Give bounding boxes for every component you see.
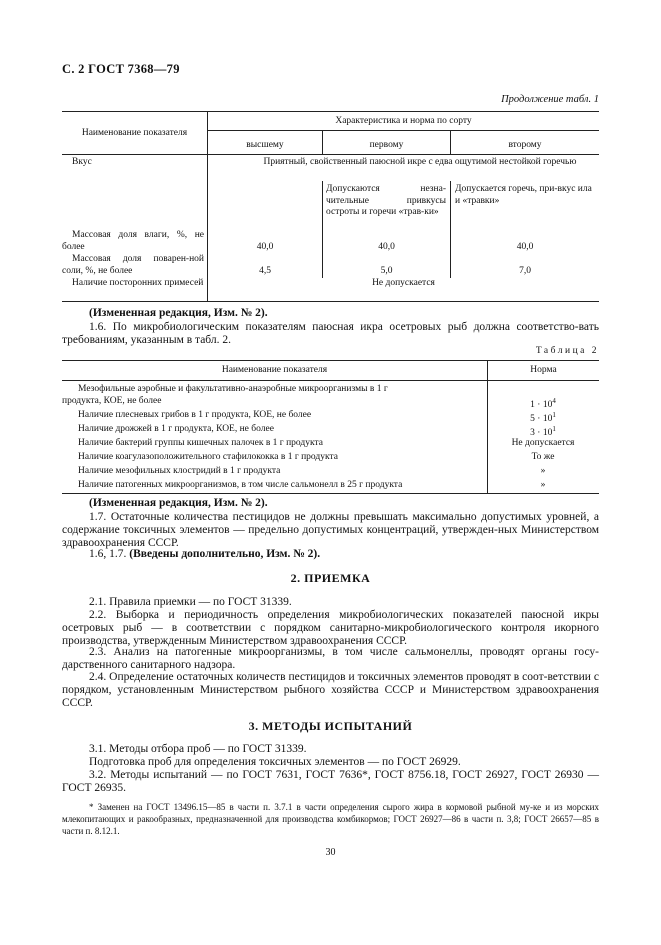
table-1-row-taste-name: Вкус <box>72 157 92 167</box>
table-1-row-salt-v3: 7,0 <box>519 266 531 276</box>
value-exponent: 1 <box>552 425 556 433</box>
value-base: 5 · 10 <box>530 414 553 425</box>
table-2-header-rule <box>62 380 599 381</box>
table-1-top-rule <box>62 111 599 112</box>
table-2-row-name: Наличие плесневых грибов в 1 г продукта, КОЕ, не более <box>78 410 312 420</box>
amendment-prefix: 1.6, 1.7. <box>89 548 130 560</box>
table-1-row-moisture-name: Массовая доля влаги, %, не более <box>62 230 204 252</box>
page-header: С. 2 ГОСТ 7368—79 <box>62 62 180 76</box>
table-1-header-rule <box>62 154 599 155</box>
table-2-row-name: Наличие коагулазоположительного стафилококка в 1 г продукта <box>78 452 338 462</box>
paragraph-2-1: 2.1. Правила приемки — по ГОСТ 31339. <box>89 596 292 608</box>
paragraph-3-2: 3.2. Методы испытаний — по ГОСТ 7631, ГОСТ 7636*, ГОСТ 8756.18, ГОСТ 26927, ГОСТ 26930 — ГОСТ 26935. <box>62 769 599 794</box>
table-2-row-value: » <box>540 466 546 476</box>
paragraph-2-4: 2.4. Определение остаточных количеств пестицидов и токсичных элементов проводят в соот-ветствии с порядком, установленным Министерством рыбного хозяйства СССР и Министерством здравоохранения СССР. <box>62 671 599 709</box>
table-row <box>62 478 599 492</box>
table-1-grade-first: первому <box>369 140 404 150</box>
amendment-note-1: (Измененная редакция, Изм. № 2). <box>89 307 268 319</box>
table-1-row-moisture-v1: 40,0 <box>256 242 274 252</box>
value-base: 3 · 10 <box>530 428 553 439</box>
table-1-row-salt-v1: 4,5 <box>259 266 271 276</box>
table-2-col-norm: Норма <box>530 365 557 375</box>
table-1-col-name: Наименование показателя <box>81 128 188 138</box>
table-2-row-value: То же <box>531 452 555 462</box>
table-1-grade-premium: высшему <box>246 140 284 150</box>
paragraph-1-7: 1.7. Остаточные количества пестицидов не должны превышать максимально допустимых уровней, а содержание токсичных элементов — предельно допустимых концентраций, утвержден-ных Министерством здравоохранения СССР. <box>62 511 599 549</box>
table-row <box>62 464 599 478</box>
table-2-row-name: Мезофильные аэробные и факультативно-анаэробные микроорганизмы в 1 г <box>78 384 388 394</box>
table-2-row-name: Наличие бактерий группы кишечных палочек в 1 г продукта <box>78 438 323 448</box>
table-2-row-value: Не допускается <box>511 438 575 448</box>
table-1-group-rule <box>207 130 599 131</box>
table-1-row-moisture-v3: 40,0 <box>516 242 534 252</box>
table-2-caption: Таблица 2 <box>535 346 599 356</box>
table-1-vline-2-body <box>322 181 323 278</box>
table-row <box>62 436 599 450</box>
paragraph-1-6: 1.6. По микробиологическим показателям паюсная икра осетровых рыб должна соответство-вать требованиям, указанным в табл. 2. <box>62 321 599 346</box>
table-2-col-name: Наименование показателя <box>221 365 328 375</box>
amendment-note-2: (Измененная редакция, Изм. № 2). <box>89 497 268 509</box>
value-exponent: 4 <box>552 397 556 405</box>
paragraph-2-3: 2.3. Анализ на патогенные микроорганизмы, в том числе сальмонеллы, проводят органы госу-дарственного санитарного надзора. <box>62 646 599 671</box>
paragraph-3-1: 3.1. Методы отбора проб — по ГОСТ 31339. <box>89 743 307 755</box>
table-1-row-impurities-merged: Не допускается <box>372 278 435 288</box>
table-continuation-note: Продолжение табл. 1 <box>501 94 599 105</box>
paragraph-1-6-1-7 <box>89 548 599 561</box>
table-row <box>62 422 599 439</box>
table-1-vline-3-body <box>450 181 451 278</box>
value-exponent: 1 <box>552 411 556 419</box>
footnote: * Заменен на ГОСТ 13496.15—85 в части п. 3.7.1 в части определения сырого жира в кормовой рыбной му-ке и из морских млекопитающих и ракообразных, предназначенной для производства комбикормов; ГОСТ 26927—86 в части п. 3,8; ГОСТ 26657—85 в части п. 8.12.1. <box>62 802 599 836</box>
section-2-heading: 2. ПРИЕМКА <box>290 571 371 585</box>
table-1-col-group: Характеристика и норма по сорту <box>335 116 472 126</box>
table-1-row-salt-name: Массовая доля поварен-ной соли, %, не более <box>62 254 204 276</box>
section-3-heading: 3. МЕТОДЫ ИСПЫТАНИЙ <box>248 719 413 733</box>
page-number: 30 <box>325 847 336 858</box>
table-2-bottom-rule <box>62 493 599 494</box>
table-1-row-salt-v2: 5,0 <box>380 266 393 276</box>
table-1-row-taste-merged: Приятный, свойственный паюсной икре с едва ощутимой нестойкой горечью <box>263 157 577 167</box>
table-1-row-taste-second: Допускается горечь, при-вкус ила и «травки» <box>455 184 592 206</box>
table-2-row-name: Наличие дрожжей в 1 г продукта, КОЕ, не более <box>78 424 274 434</box>
table-1-row-moisture-v2: 40,0 <box>378 242 395 252</box>
table-2-row-name: Наличие мезофильных клостридий в 1 г продукта <box>78 466 281 476</box>
table-2-top-rule <box>62 360 599 361</box>
table-row <box>62 450 599 464</box>
amendment-bold: (Введены дополнительно, Изм. № 2). <box>129 548 321 560</box>
paragraph-2-2: 2.2. Выборка и периодичность определения микробиологических показателей паюсной икры осетровых рыб — в соответствии с порядком санитарно-микробиологического контроля икорного производства, утвержденным Министерством здравоохранения СССР. <box>62 609 599 647</box>
table-1-bottom-rule <box>62 301 599 302</box>
table-1-grade-second: второму <box>508 140 542 150</box>
table-row <box>62 394 599 411</box>
table-2-row-name: Наличие патогенных микроорганизмов, в том числе сальмонелл в 25 г продукта <box>78 480 403 490</box>
table-1-row-impurities-name: Наличие посторонних примесей <box>72 278 204 288</box>
paragraph-3-1-b: Подготовка проб для определения токсичных элементов — по ГОСТ 26929. <box>89 756 461 768</box>
table-row <box>62 408 599 425</box>
table-2-row-value: » <box>540 480 546 490</box>
table-2-row-name-cont: продукта, КОЕ, не более <box>62 396 162 406</box>
table-1-row-taste-first: Допускаются незна-чительные привкусы остроты и горечи «трав-ки» <box>326 184 446 217</box>
value-base: 1 · 10 <box>530 400 553 411</box>
